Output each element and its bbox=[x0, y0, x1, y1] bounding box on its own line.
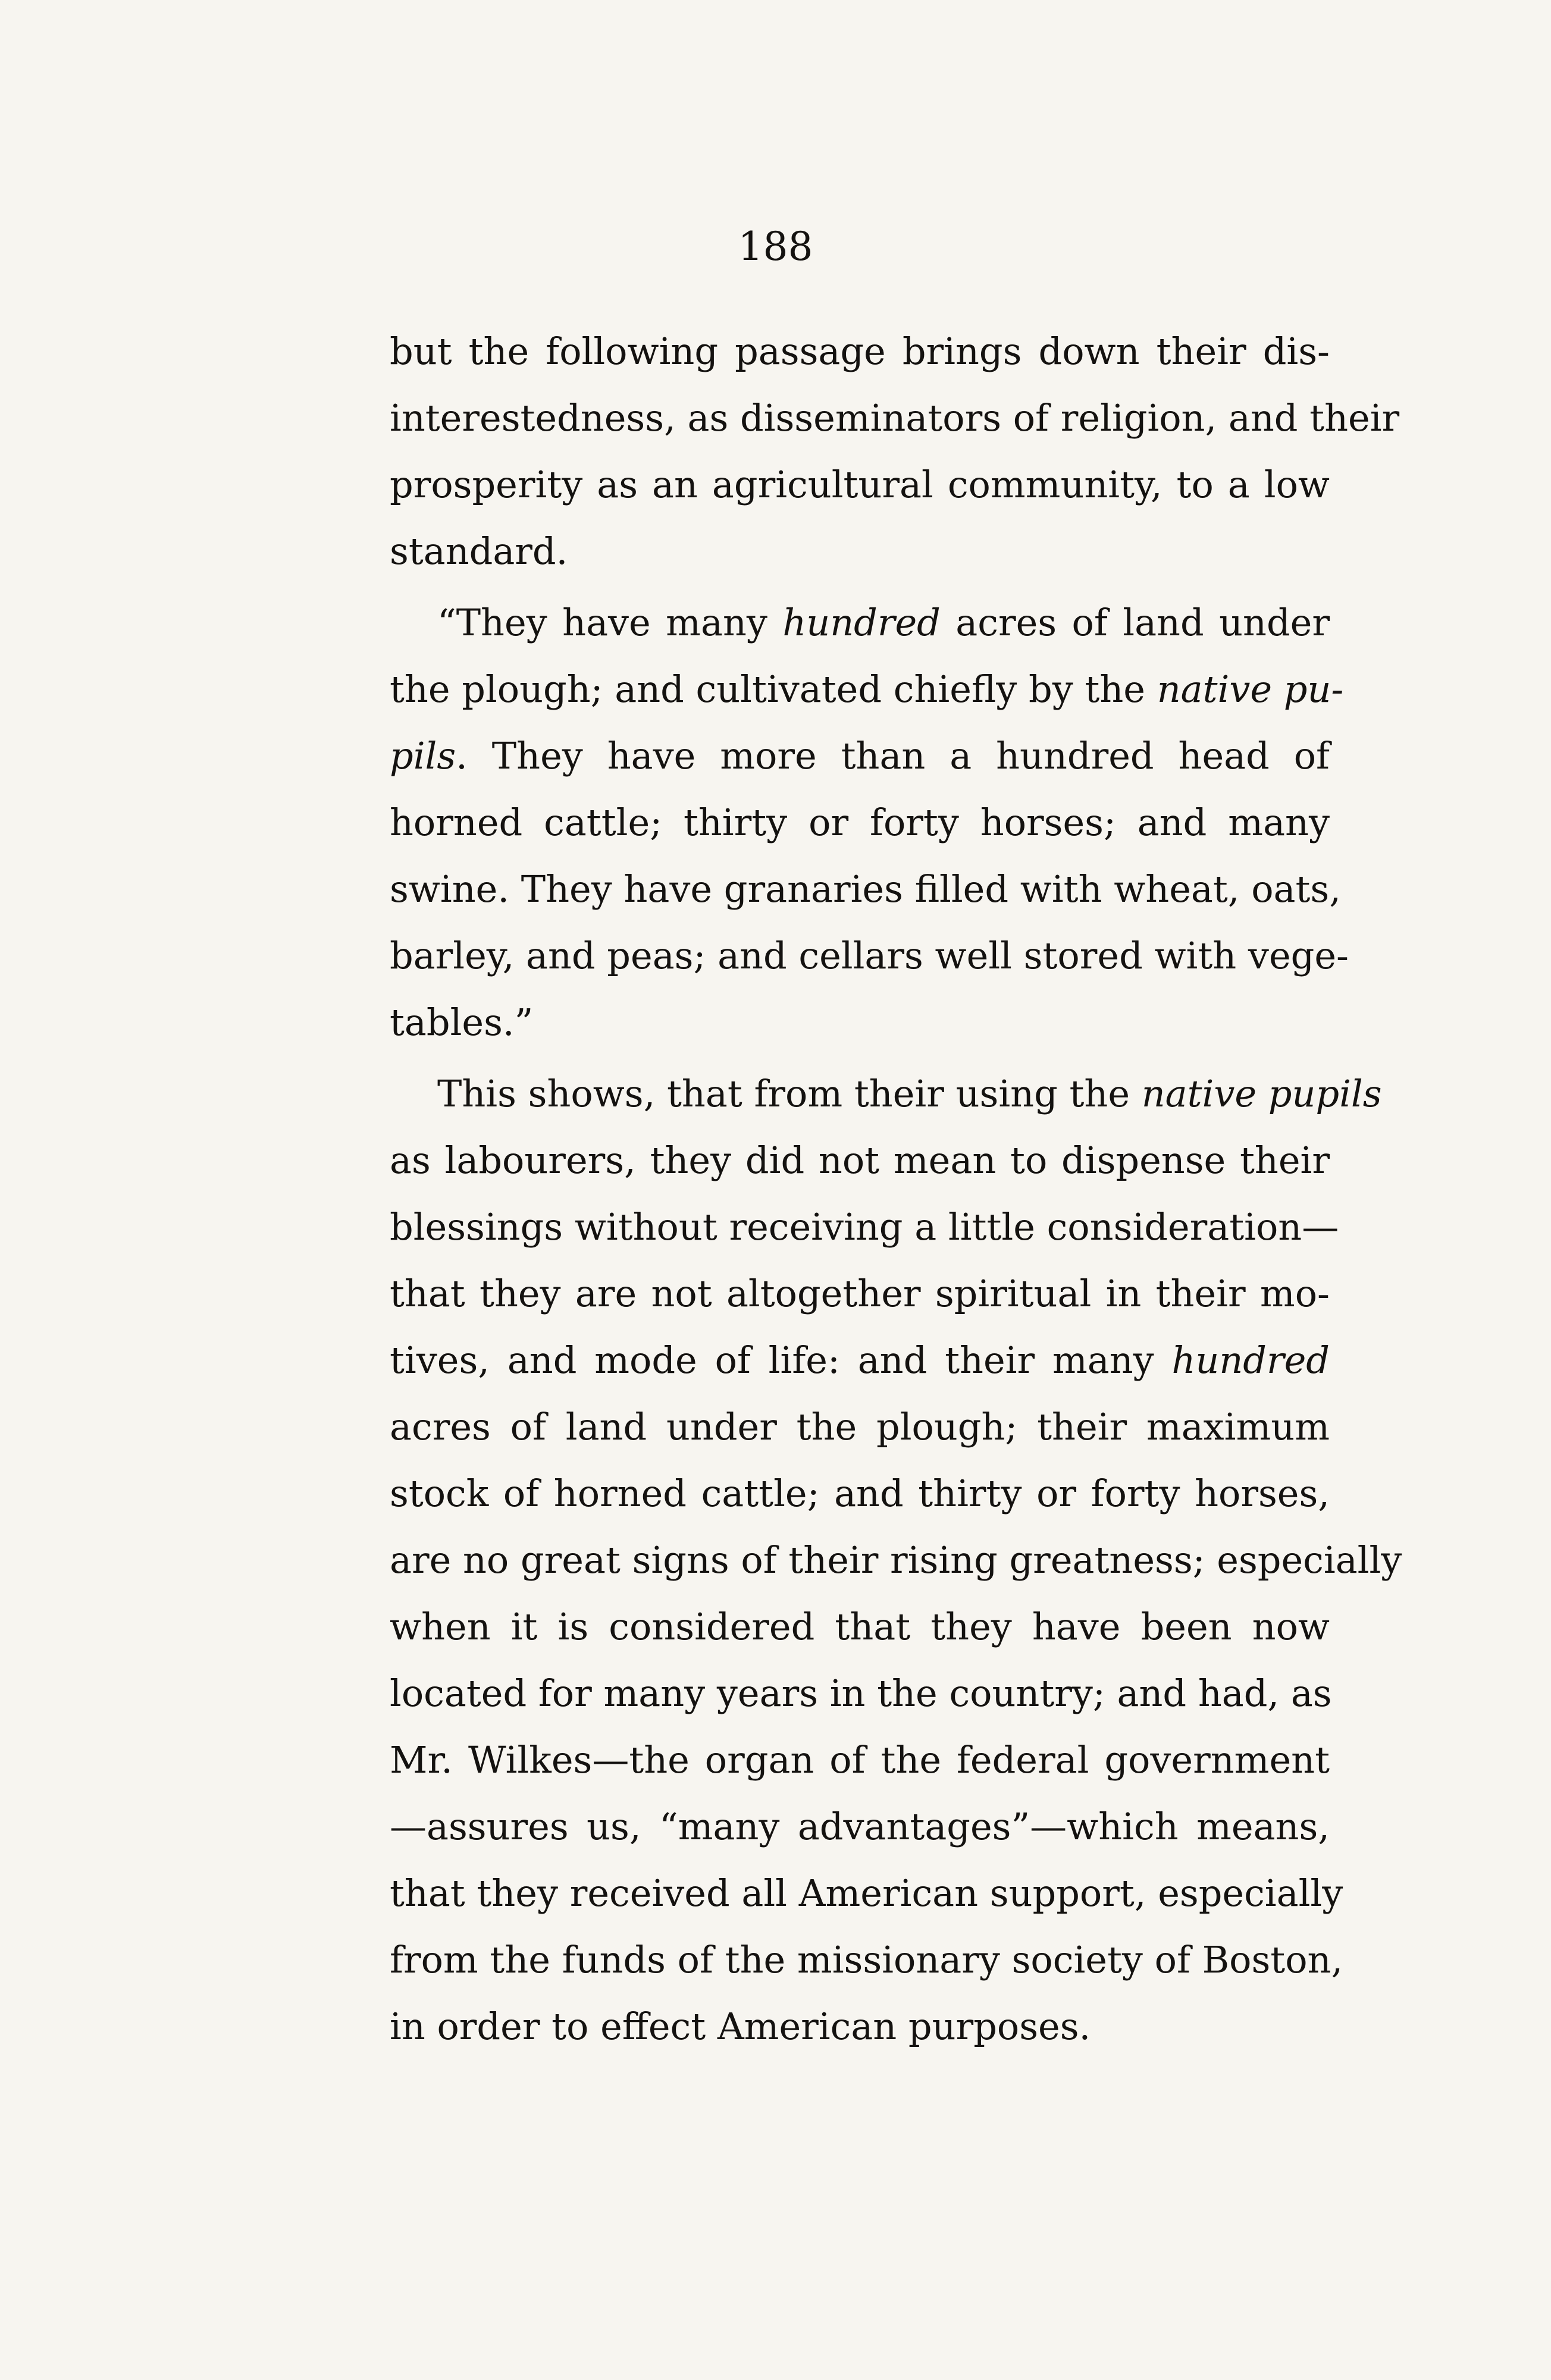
text-line: blessings without receiving a little consideration— bbox=[390, 1205, 1339, 1249]
text-run: This shows, that from their using the bbox=[437, 1072, 1142, 1115]
text-line: that they are not altogether spiritual in their mo- bbox=[390, 1272, 1330, 1315]
text-line: when it is considered that they have been now bbox=[390, 1605, 1330, 1648]
text-line: that they received all American support, especially bbox=[390, 1871, 1343, 1915]
italic-run: hundred bbox=[1171, 1338, 1330, 1382]
text-line: prosperity as an agricultural community, to a low bbox=[390, 463, 1330, 506]
paragraph bbox=[390, 589, 1349, 1056]
text-line: stock of horned cattle; and thirty or forty horses, bbox=[390, 1472, 1330, 1515]
italic-run: hundred bbox=[782, 601, 941, 644]
text-run: tives, and mode of life: and their many bbox=[390, 1338, 1172, 1382]
paragraph bbox=[390, 1061, 1402, 2060]
text-line: Mr. Wilkes—the organ of the federal government bbox=[390, 1738, 1330, 1782]
text-line: —assures us, “many advantages”—which means, bbox=[390, 1805, 1330, 1848]
text-line: barley, and peas; and cellars well stored with vege- bbox=[390, 934, 1349, 977]
text-line: tables.” bbox=[390, 1001, 534, 1044]
body-text bbox=[390, 318, 1402, 2060]
text-line: standard. bbox=[390, 529, 568, 573]
text-line: as labourers, they did not mean to dispense their bbox=[390, 1139, 1330, 1182]
text-line bbox=[390, 1327, 1330, 1394]
text-line: horned cattle; thirty or forty horses; and many bbox=[390, 801, 1330, 844]
text-run: the plough; and cultivated chiefly by the bbox=[390, 667, 1157, 711]
text-line: are no great signs of their rising greatness; especially bbox=[390, 1538, 1402, 1582]
text-run: . They have more than a hundred head of bbox=[456, 734, 1330, 777]
text-line bbox=[390, 1061, 1382, 1127]
italic-run: native pupils bbox=[1141, 1072, 1382, 1115]
text-line bbox=[390, 589, 1330, 656]
page-number: 188 bbox=[738, 224, 813, 269]
text-run: acres of land under bbox=[940, 601, 1330, 644]
text-line: from the funds of the missionary society of Boston, bbox=[390, 1938, 1343, 1981]
text-line: but the following passage brings down their dis- bbox=[390, 330, 1330, 373]
text-line: interestedness, as disseminators of religion, and their bbox=[390, 396, 1400, 440]
text-line: in order to effect American purposes. bbox=[390, 2005, 1091, 2048]
text-line: located for many years in the country; and had, as bbox=[390, 1672, 1332, 1715]
text-line: swine. They have granaries filled with wheat, oats, bbox=[390, 867, 1341, 911]
text-line: acres of land under the plough; their maximum bbox=[390, 1405, 1330, 1448]
italic-run: native pu- bbox=[1157, 667, 1344, 711]
text-line bbox=[390, 723, 1330, 789]
text-line bbox=[390, 656, 1344, 723]
paragraph bbox=[390, 318, 1400, 585]
text-run: “They have many bbox=[437, 601, 783, 644]
italic-run: pils bbox=[390, 734, 456, 777]
